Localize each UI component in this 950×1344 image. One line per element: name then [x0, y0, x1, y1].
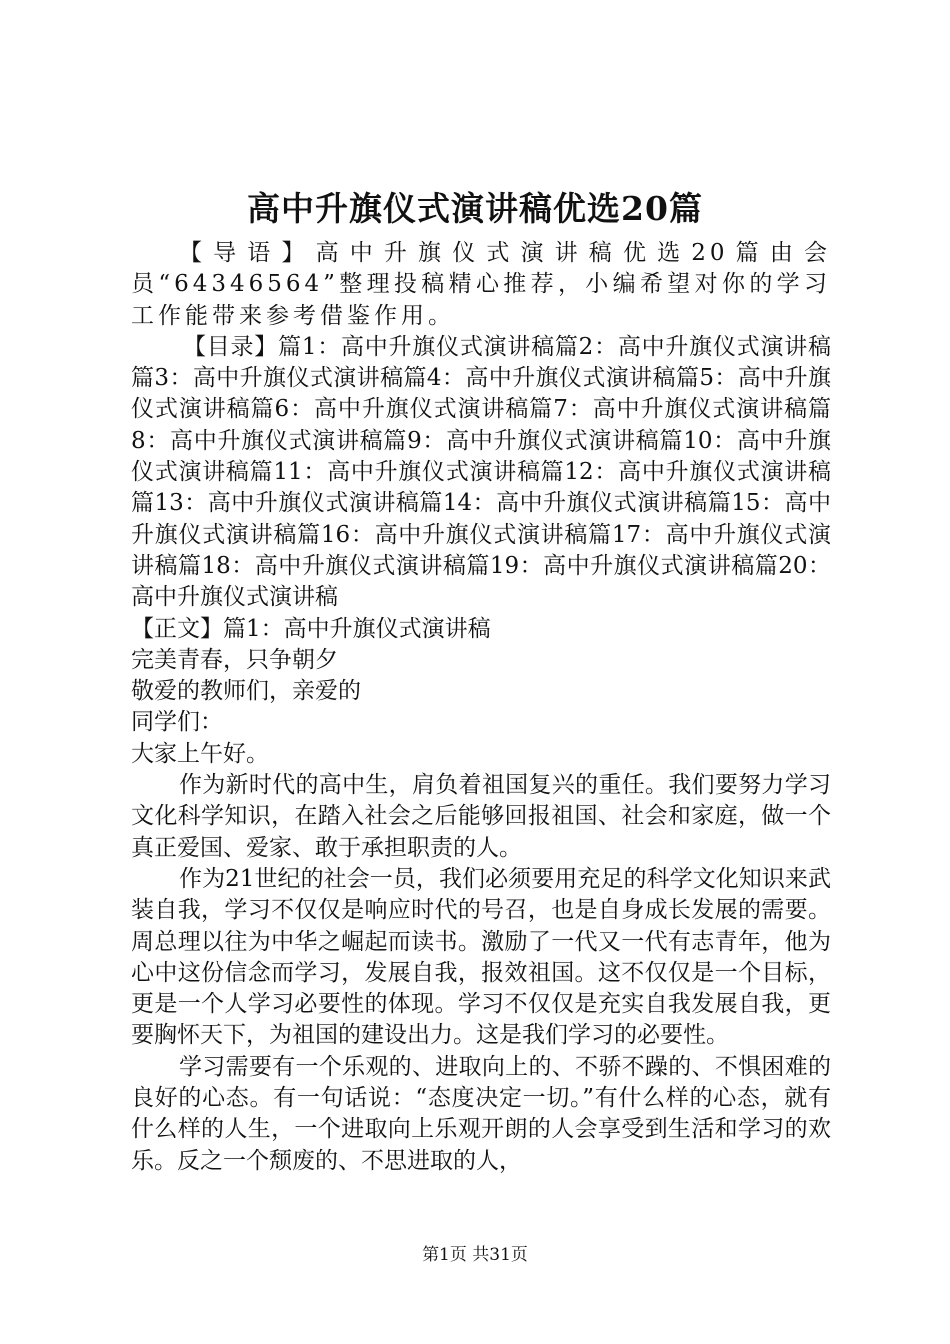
intro-paragraph: 【导语】高中升旗仪式演讲稿优选20篇由会员“64346564”整理投稿精心推荐，小编希望对你的学习工作能带来参考借鉴作用。 [131, 240, 831, 329]
body-paragraph: 学习需要有一个乐观的、进取向上的、不骄不躁的、不惧困难的良好的心态。有一句话说：“态度决定一切。”有什么样的心态，就有什么样的人生，一个进取向上乐观开朗的人会享受到生活和学习的欢乐。反之一个颓废的、不思进取的人， [131, 1053, 831, 1174]
document-body [131, 238, 831, 1177]
page-number-footer: 第1页 共31页 [422, 1245, 528, 1265]
body-paragraph: 作为新时代的高中生，肩负着祖国复兴的重任。我们要努力学习文化科学知识，在踏入社会之后能够回报祖国、社会和家庭，做一个真正爱国、爱家、敢于承担职责的人。 [131, 772, 831, 861]
salutation-line: 敬爱的教师们，亲爱的 [131, 678, 361, 705]
speech-title-line: 完美青春，只争朝夕 [131, 646, 338, 673]
body-paragraph: 作为21世纪的社会一员，我们必须要用充足的科学文化知识来武装自我，学习不仅仅是响应时代的号召，也是自身成长发展的需要。周总理以往为中华之崛起而读书。激励了一代又一代有志青年，他为心中这份信念而学习，发展自我，报效祖国。这不仅仅是一个目标，更是一个人学习必要性的体现。学习不仅仅是充实自我发展自我，更要胸怀天下，为祖国的建设出力。这是我们学习的必要性。 [131, 865, 831, 1049]
main-heading: 【正文】篇1：高中升旗仪式演讲稿 [131, 615, 491, 642]
greeting-line: 大家上午好。 [131, 740, 269, 767]
table-of-contents: 【目录】篇1：高中升旗仪式演讲稿篇2：高中升旗仪式演讲稿篇3：高中升旗仪式演讲稿篇4：高中升旗仪式演讲稿篇5：高中升旗仪式演讲稿篇6：高中升旗仪式演讲稿篇7：高中升旗仪式演讲稿篇8：高中升旗仪式演讲稿篇9：高中升旗仪式演讲稿篇10：高中升旗仪式演讲稿篇11：高中升旗仪式演讲稿篇12：高中升旗仪式演讲稿篇13：高中升旗仪式演讲稿篇14：高中升旗仪式演讲稿篇15：高中升旗仪式演讲稿篇16：高中升旗仪式演讲稿篇17：高中升旗仪式演讲稿篇18：高中升旗仪式演讲稿篇19：高中升旗仪式演讲稿篇20：高中升旗仪式演讲稿 [131, 333, 831, 611]
document-title: 高中升旗仪式演讲稿优选20篇 [247, 189, 703, 228]
salutation-line-continued: 同学们： [131, 709, 223, 736]
